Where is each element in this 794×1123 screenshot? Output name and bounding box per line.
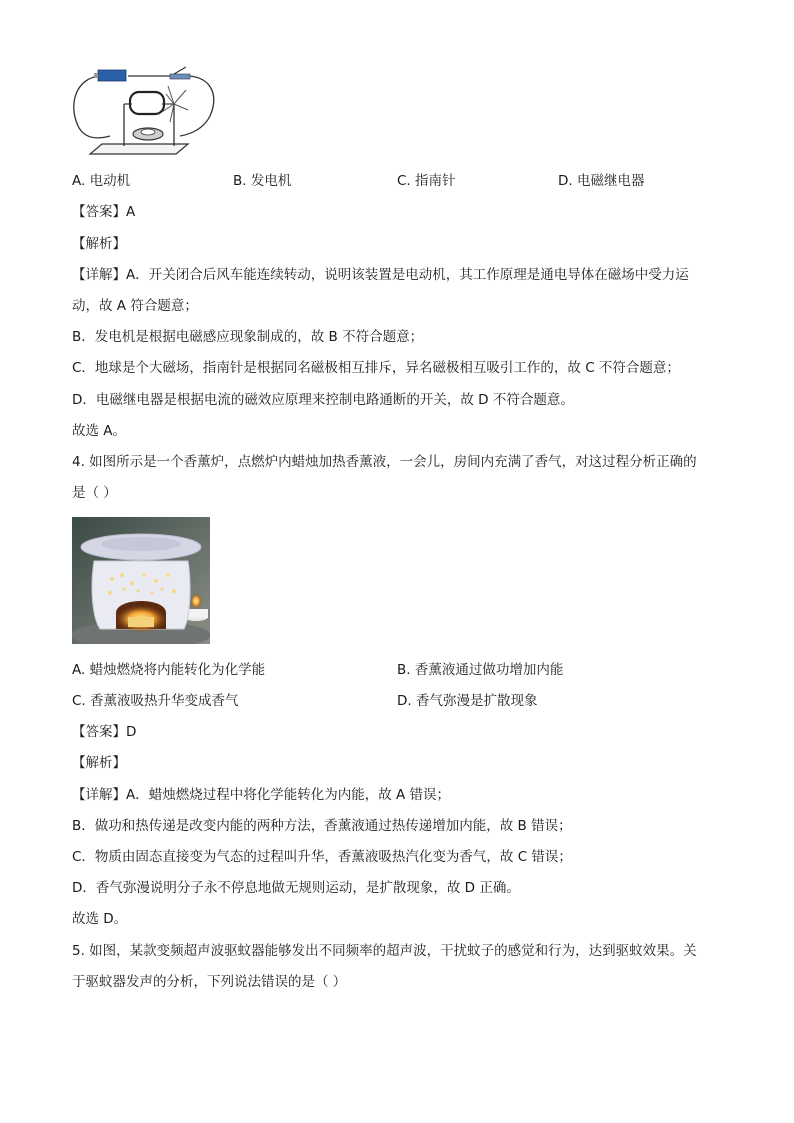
q4-detail-line: D．香气弥漫说明分子永不停息地做无规则运动，是扩散现象，故 D 正确。 bbox=[72, 880, 520, 896]
q5-stem: 5. 如图，某款变频超声波驱蚊器能够发出不同频率的超声波，干扰蚊子的感觉和行为，达到驱蚊效果。关 bbox=[72, 943, 697, 959]
q4-conclusion: 故选 D。 bbox=[72, 911, 128, 927]
q4-detail-line: C．物质由固态直接变为气态的过程叫升华，香薰液吸热汽化变为香气，故 C 错误； bbox=[72, 849, 572, 865]
q4-option-b: B. 香薰液通过做功增加内能 bbox=[397, 662, 564, 678]
q3-option-a: A. 电动机 bbox=[72, 173, 131, 189]
q3-detail-line: B．发电机是根据电磁感应现象制成的，故 B 不符合题意； bbox=[72, 329, 424, 345]
q4-detail-line: B．做功和热传递是改变内能的两种方法，香薰液通过热传递增加内能，故 B 错误； bbox=[72, 818, 572, 834]
q4-stem: 4. 如图所示是一个香薰炉，点燃炉内蜡烛加热香薰液，一会儿，房间内充满了香气，对这过程分析正确的 bbox=[72, 454, 697, 470]
q3-option-c: C. 指南针 bbox=[397, 173, 456, 189]
q4-answer: 【答案】D bbox=[72, 724, 137, 740]
q4-analysis-label: 【解析】 bbox=[72, 755, 126, 771]
motor-apparatus-figure bbox=[70, 64, 220, 160]
q4-detail-line: 【详解】A．蜡烛燃烧过程中将化学能转化为内能，故 A 错误； bbox=[72, 787, 451, 803]
aroma-burner-photo bbox=[72, 517, 210, 644]
q3-option-d: D. 电磁继电器 bbox=[558, 173, 645, 189]
q4-option-d: D. 香气弥漫是扩散现象 bbox=[397, 693, 538, 709]
q4-option-a: A. 蜡烛燃烧将内能转化为化学能 bbox=[72, 662, 266, 678]
q3-analysis-label: 【解析】 bbox=[72, 236, 126, 252]
q3-answer: 【答案】A bbox=[72, 204, 136, 220]
q3-detail-line: D．电磁继电器是根据电流的磁效应原理来控制电路通断的开关，故 D 不符合题意。 bbox=[72, 392, 574, 408]
q3-detail-line: 动，故 A 符合题意； bbox=[72, 298, 198, 314]
q3-option-b: B. 发电机 bbox=[233, 173, 292, 189]
q5-stem: 于驱蚊器发声的分析，下列说法错误的是（ ） bbox=[72, 974, 347, 990]
q3-detail-line: 【详解】A．开关闭合后风车能连续转动，说明该装置是电动机，其工作原理是通电导体在磁场中受力运 bbox=[72, 267, 689, 283]
q3-detail-line: C．地球是个大磁场，指南针是根据同名磁极相互排斥，异名磁极相互吸引工作的，故 C 不符合题意； bbox=[72, 360, 680, 376]
q3-conclusion: 故选 A。 bbox=[72, 423, 127, 439]
q4-option-c: C. 香薰液吸热升华变成香气 bbox=[72, 693, 239, 709]
q4-stem: 是（ ） bbox=[72, 485, 117, 501]
